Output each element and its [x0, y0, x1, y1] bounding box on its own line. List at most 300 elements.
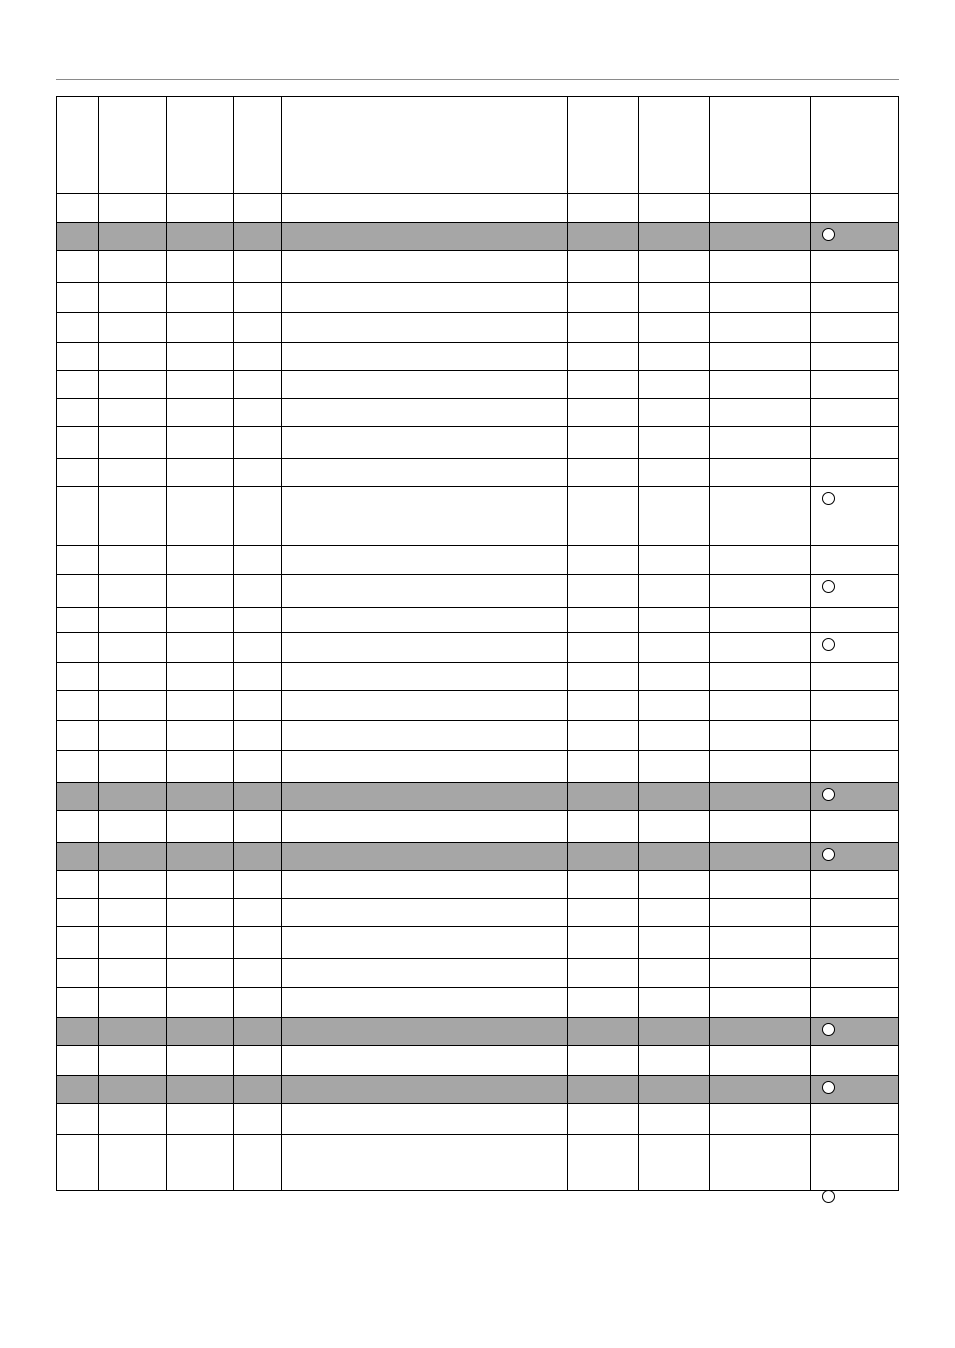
table-cell	[57, 608, 98, 632]
table-row	[57, 959, 898, 988]
table-cell	[233, 959, 281, 987]
table-cell	[57, 575, 98, 607]
table-cell	[281, 811, 567, 842]
table-cell	[709, 899, 810, 926]
table-cell	[567, 399, 638, 426]
table-cell	[98, 251, 166, 282]
table-cell	[567, 459, 638, 486]
table-cell	[166, 427, 233, 458]
table-row	[57, 663, 898, 691]
table-cell	[638, 899, 709, 926]
table-cell	[57, 223, 98, 250]
table-cell	[281, 575, 567, 607]
table-cell	[567, 811, 638, 842]
table-cell	[98, 608, 166, 632]
table-cell	[281, 899, 567, 926]
table-cell	[281, 721, 567, 750]
table-cell	[98, 1046, 166, 1075]
table-cell	[810, 1104, 898, 1134]
table-cell	[233, 459, 281, 486]
table-cell	[709, 1018, 810, 1045]
table-cell	[281, 546, 567, 574]
table-cell	[567, 843, 638, 870]
table-cell	[166, 194, 233, 222]
table-cell	[810, 959, 898, 987]
table-cell	[98, 988, 166, 1017]
table-cell	[233, 1135, 281, 1190]
table-cell	[57, 871, 98, 898]
table-cell	[233, 783, 281, 810]
table-row	[57, 1190, 898, 1191]
table-cell	[810, 1135, 898, 1190]
table-cell	[233, 194, 281, 222]
column-header-cell	[57, 97, 98, 193]
table-cell	[638, 633, 709, 662]
table-cell	[810, 251, 898, 282]
table-cell	[281, 194, 567, 222]
table-cell	[567, 1046, 638, 1075]
table-cell	[233, 1076, 281, 1103]
table-cell	[709, 427, 810, 458]
circle-mark-icon	[822, 1190, 835, 1203]
table-cell	[233, 1018, 281, 1045]
column-header-cell	[638, 97, 709, 193]
table-cell	[233, 283, 281, 312]
table-cell	[709, 371, 810, 398]
table-cell	[98, 663, 166, 690]
table-row	[57, 223, 898, 251]
table-cell	[281, 1076, 567, 1103]
table-cell	[810, 427, 898, 458]
table-cell	[281, 663, 567, 690]
table-cell	[57, 783, 98, 810]
table-cell	[98, 487, 166, 545]
table-cell	[709, 1076, 810, 1103]
table-cell	[57, 1046, 98, 1075]
table-cell	[281, 343, 567, 370]
table-cell	[166, 223, 233, 250]
table-cell	[233, 751, 281, 782]
table-cell	[567, 1104, 638, 1134]
table-cell	[166, 783, 233, 810]
table-cell	[709, 313, 810, 342]
table-cell	[57, 691, 98, 720]
table-cell	[98, 343, 166, 370]
table-cell	[57, 1076, 98, 1103]
table-cell	[810, 871, 898, 898]
table-cell	[166, 487, 233, 545]
table-cell	[638, 663, 709, 690]
table-cell	[810, 899, 898, 926]
table-cell	[166, 459, 233, 486]
table-cell	[281, 313, 567, 342]
table-cell	[57, 988, 98, 1017]
table-cell	[98, 1135, 166, 1190]
table-cell	[638, 283, 709, 312]
table-cell	[281, 399, 567, 426]
table-cell	[98, 223, 166, 250]
table-cell	[233, 608, 281, 632]
column-header-cell	[810, 97, 898, 193]
table-cell	[166, 663, 233, 690]
table-cell	[567, 283, 638, 312]
circle-mark-icon	[822, 788, 835, 801]
table-cell	[166, 959, 233, 987]
table-cell	[57, 371, 98, 398]
table-cell	[166, 691, 233, 720]
table-cell	[638, 546, 709, 574]
table-cell	[638, 959, 709, 987]
table-cell	[567, 575, 638, 607]
table-cell	[638, 691, 709, 720]
table-cell	[98, 633, 166, 662]
table-row	[57, 811, 898, 843]
table-cell	[57, 459, 98, 486]
table-cell	[57, 843, 98, 870]
table-cell	[233, 575, 281, 607]
table-cell	[166, 546, 233, 574]
table-cell	[709, 959, 810, 987]
table-row	[57, 1046, 898, 1076]
table-cell	[709, 459, 810, 486]
table-row	[57, 459, 898, 487]
table-cell	[98, 1076, 166, 1103]
table-cell	[567, 546, 638, 574]
table-row	[57, 1076, 898, 1104]
table-cell	[166, 1046, 233, 1075]
table-cell	[810, 608, 898, 632]
table-cell	[281, 843, 567, 870]
table-cell	[709, 575, 810, 607]
table-cell	[166, 1018, 233, 1045]
column-header-cell	[98, 97, 166, 193]
circle-mark-icon	[822, 580, 835, 593]
table-cell	[281, 871, 567, 898]
table-cell	[810, 546, 898, 574]
table-cell	[233, 927, 281, 958]
top-divider-rule	[56, 79, 899, 80]
table-cell	[567, 871, 638, 898]
table-cell	[810, 721, 898, 750]
table-cell	[57, 546, 98, 574]
table-cell	[638, 608, 709, 632]
table-cell	[233, 1104, 281, 1134]
table-cell	[567, 783, 638, 810]
table-cell	[233, 371, 281, 398]
table-row	[57, 843, 898, 871]
table-cell	[709, 251, 810, 282]
table-cell	[57, 251, 98, 282]
table-cell	[810, 927, 898, 958]
table-cell	[98, 811, 166, 842]
table-cell	[166, 343, 233, 370]
table-cell	[57, 811, 98, 842]
table-cell	[281, 988, 567, 1017]
table-cell	[709, 663, 810, 690]
table-cell	[709, 721, 810, 750]
table-cell	[810, 371, 898, 398]
table-row	[57, 608, 898, 633]
table-cell	[57, 1104, 98, 1134]
table-cell	[166, 283, 233, 312]
table-cell	[567, 194, 638, 222]
table-cell	[567, 608, 638, 632]
table-cell	[810, 691, 898, 720]
table-cell	[233, 899, 281, 926]
table-cell	[810, 988, 898, 1017]
table-cell	[98, 871, 166, 898]
table-cell	[638, 1046, 709, 1075]
table-cell	[98, 575, 166, 607]
table-cell	[166, 871, 233, 898]
table-cell	[709, 811, 810, 842]
table-cell	[281, 251, 567, 282]
table-cell	[709, 343, 810, 370]
table-cell	[709, 871, 810, 898]
table-cell	[709, 633, 810, 662]
table-cell	[281, 283, 567, 312]
table-cell	[709, 988, 810, 1017]
table-cell	[166, 811, 233, 842]
table-cell	[57, 399, 98, 426]
table-cell	[98, 459, 166, 486]
table-cell	[98, 371, 166, 398]
table-row	[57, 427, 898, 459]
table-cell	[98, 959, 166, 987]
table-cell	[567, 1135, 638, 1190]
table-cell	[281, 783, 567, 810]
table-cell	[57, 751, 98, 782]
table-row	[57, 691, 898, 721]
table-cell	[638, 313, 709, 342]
circle-mark-icon	[822, 848, 835, 861]
table-cell	[233, 399, 281, 426]
column-header-cell	[166, 97, 233, 193]
table-cell	[233, 313, 281, 342]
table-cell	[98, 783, 166, 810]
table-row	[57, 1018, 898, 1046]
table-cell	[166, 1076, 233, 1103]
table-cell	[233, 871, 281, 898]
table-cell	[233, 633, 281, 662]
table-cell	[567, 427, 638, 458]
table-cell	[638, 223, 709, 250]
table-cell	[98, 427, 166, 458]
table-row	[57, 899, 898, 927]
column-header-cell	[567, 97, 638, 193]
table-cell	[281, 1135, 567, 1190]
table-cell	[281, 459, 567, 486]
table-row	[57, 283, 898, 313]
table-cell	[98, 1104, 166, 1134]
table-row	[57, 1135, 898, 1190]
table-cell	[98, 843, 166, 870]
table-cell	[281, 691, 567, 720]
table-cell	[98, 313, 166, 342]
table-cell	[709, 487, 810, 545]
table-cell	[810, 313, 898, 342]
table-cell	[638, 1076, 709, 1103]
table-cell	[709, 1104, 810, 1134]
table-cell	[567, 487, 638, 545]
table-cell	[567, 223, 638, 250]
table-cell	[98, 1018, 166, 1045]
table-cell	[638, 371, 709, 398]
table-cell	[281, 633, 567, 662]
table-cell	[233, 811, 281, 842]
table-cell	[166, 251, 233, 282]
table-cell	[57, 283, 98, 312]
table-cell	[166, 1135, 233, 1190]
table-cell	[638, 194, 709, 222]
table-cell	[709, 927, 810, 958]
table-cell	[57, 1018, 98, 1045]
table-cell	[810, 283, 898, 312]
table-row	[57, 988, 898, 1018]
table-cell	[166, 313, 233, 342]
table-cell	[233, 691, 281, 720]
table-cell	[98, 194, 166, 222]
table-cell	[233, 663, 281, 690]
table-cell	[709, 546, 810, 574]
table-cell	[233, 487, 281, 545]
column-header-cell	[281, 97, 567, 193]
table-cell	[567, 959, 638, 987]
table-cell	[233, 427, 281, 458]
table-cell	[281, 1046, 567, 1075]
table-cell	[98, 899, 166, 926]
table-cell	[567, 1076, 638, 1103]
table-cell	[166, 371, 233, 398]
table-cell	[281, 927, 567, 958]
table-cell	[166, 721, 233, 750]
table-cell	[98, 546, 166, 574]
table-cell	[810, 751, 898, 782]
table-cell	[709, 608, 810, 632]
table-cell	[567, 927, 638, 958]
table-cell	[810, 663, 898, 690]
table-cell	[638, 1135, 709, 1190]
table-cell	[57, 899, 98, 926]
table-cell	[281, 959, 567, 987]
table-row	[57, 399, 898, 427]
table-row	[57, 251, 898, 283]
table-cell	[233, 1046, 281, 1075]
table-cell	[638, 811, 709, 842]
circle-mark-icon	[822, 492, 835, 505]
table-cell	[57, 343, 98, 370]
table-cell	[567, 663, 638, 690]
circle-mark-icon	[822, 1023, 835, 1036]
table-cell	[57, 663, 98, 690]
table-cell	[166, 608, 233, 632]
table-cell	[281, 608, 567, 632]
table-cell	[638, 399, 709, 426]
table-cell	[567, 251, 638, 282]
table-cell	[810, 1046, 898, 1075]
table-cell	[709, 399, 810, 426]
table-cell	[638, 783, 709, 810]
table-cell	[166, 988, 233, 1017]
table-cell	[709, 783, 810, 810]
table-cell	[233, 223, 281, 250]
table-cell	[709, 194, 810, 222]
table-cell	[98, 721, 166, 750]
table-cell	[567, 691, 638, 720]
table-cell	[709, 691, 810, 720]
table-cell	[233, 843, 281, 870]
table-cell	[233, 343, 281, 370]
table-cell	[567, 1018, 638, 1045]
table-row	[57, 1104, 898, 1135]
table-cell	[709, 751, 810, 782]
column-header-cell	[233, 97, 281, 193]
table-cell	[57, 313, 98, 342]
table-cell	[166, 899, 233, 926]
circle-mark-icon	[822, 638, 835, 651]
table-cell	[638, 871, 709, 898]
table-cell	[567, 721, 638, 750]
table-cell	[57, 633, 98, 662]
table-cell	[166, 633, 233, 662]
table-cell	[638, 721, 709, 750]
table-cell	[281, 1104, 567, 1134]
table-cell	[281, 487, 567, 545]
table-cell	[57, 721, 98, 750]
table-cell	[709, 1046, 810, 1075]
table-cell	[281, 371, 567, 398]
table-cell	[57, 1135, 98, 1190]
table-row	[57, 487, 898, 546]
table-cell	[281, 1018, 567, 1045]
table-cell	[638, 459, 709, 486]
table-cell	[638, 427, 709, 458]
table-cell	[166, 751, 233, 782]
table-cell	[638, 1018, 709, 1045]
table-row	[57, 546, 898, 575]
table-cell	[166, 399, 233, 426]
table-cell	[166, 575, 233, 607]
column-header-cell	[709, 97, 810, 193]
table-cell	[57, 194, 98, 222]
table-cell	[98, 283, 166, 312]
table-cell	[567, 751, 638, 782]
table-cell	[810, 343, 898, 370]
table-row	[57, 313, 898, 343]
circle-mark-icon	[822, 228, 835, 241]
table-cell	[281, 223, 567, 250]
table-cell	[567, 313, 638, 342]
table-row	[57, 927, 898, 959]
table-cell	[166, 927, 233, 958]
table-cell	[567, 899, 638, 926]
table-cell	[638, 751, 709, 782]
table-cell	[166, 1104, 233, 1134]
table-cell	[57, 487, 98, 545]
table-cell	[638, 927, 709, 958]
table-row	[57, 194, 898, 223]
table-row	[57, 721, 898, 751]
table-cell	[810, 811, 898, 842]
table-row	[57, 371, 898, 399]
table-cell	[57, 927, 98, 958]
table-cell	[281, 427, 567, 458]
circle-mark-icon	[822, 1081, 835, 1094]
table-cell	[233, 721, 281, 750]
table-cell	[638, 1104, 709, 1134]
table-row	[57, 575, 898, 608]
table-cell	[638, 251, 709, 282]
